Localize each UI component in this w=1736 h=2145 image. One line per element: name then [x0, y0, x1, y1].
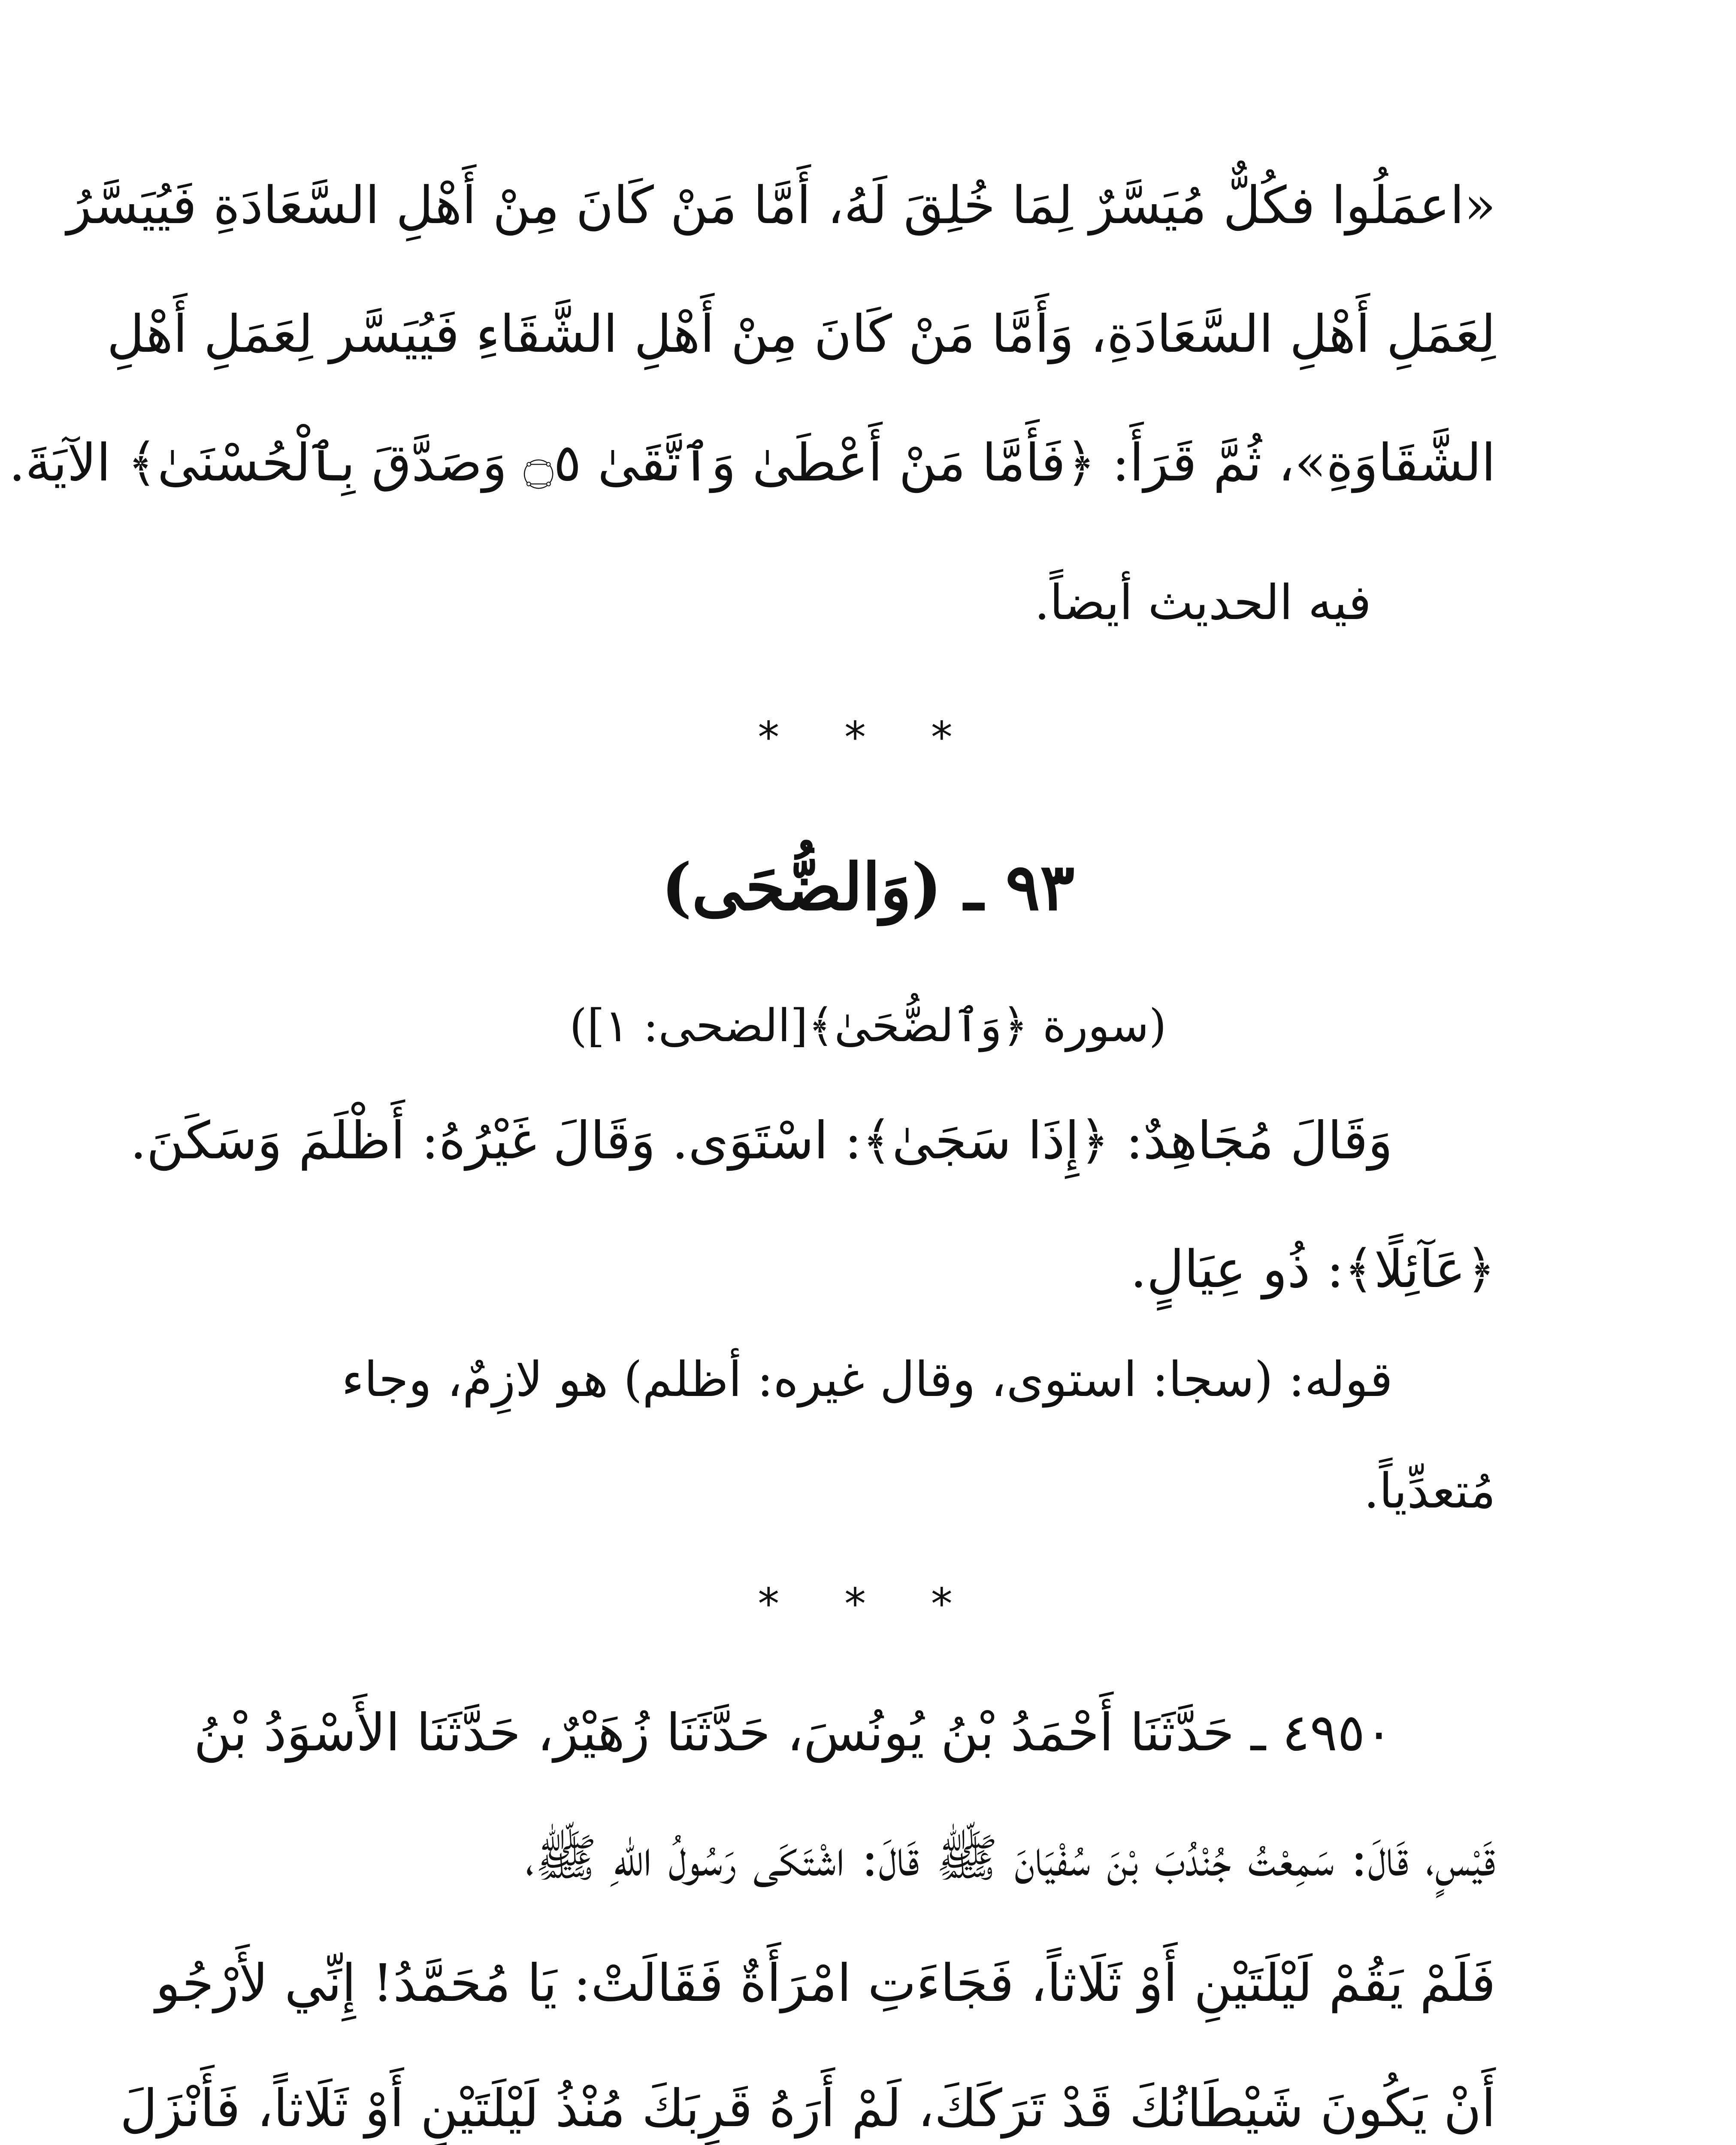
text-line: ﴿عَآئِلًا﴾: ذُو عِيَالٍ. — [1130, 1240, 1496, 1299]
text-line: وَقَالَ مُجَاهِدٌ: ﴿إِذَا سَجَىٰ﴾: اسْتَوَى. وَقَالَ غَيْرُهُ: أَظْلَمَ وَسَكَنَ. — [130, 1111, 1393, 1171]
section-separator: * * * — [758, 712, 978, 762]
section-separator: * * * — [758, 1579, 978, 1629]
commentary-note: فيه الحديث أيضاً. — [1034, 575, 1371, 631]
text-line: ٤٩٥٠ ـ حَدَّثَنَا أَحْمَدُ بْنُ يُونُسَ، حَدَّثَنَا زُهَيْرٌ، حَدَّثَنَا الأَسْوَدُ بْنُ — [194, 1703, 1393, 1763]
text-line: مُتعدِّياً. — [1364, 1463, 1496, 1519]
text-line: الشَّقَاوَةِ»، ثُمَّ قَرَأَ: ﴿فَأَمَّا مَنْ أَعْطَىٰ وَٱتَّقَىٰ ۝٥ وَصَدَّقَ بِٱلْحُسْنَىٰ﴾ الآيَةَ. — [9, 433, 1496, 493]
text-line: لِعَمَلِ أَهْلِ السَّعَادَةِ، وَأَمَّا مَنْ كَانَ مِنْ أَهْلِ الشَّقَاءِ فَيُيَسَّر لِعَمَلِ أَهْلِ — [107, 305, 1496, 364]
text-line: أَنْ يَكُونَ شَيْطَانُكَ قَدْ تَرَكَكَ، لَمْ أَرَهُ قَرِبَكَ مُنْذُ لَيْلَتَيْنِ أَوْ ثَلَاثاً، فَأَنْزَلَ — [120, 2079, 1496, 2139]
chapter-heading: ٩٣ ـ (وَالضُّحَى) — [661, 849, 1075, 925]
text-line: قوله: (سجا: استوى، وقال غيره: أظلم) هو لازِمٌ، وجاء — [342, 1352, 1393, 1408]
tafsir-paragraph — [130, 1111, 1496, 1373]
text-line: فَلَمْ يَقُمْ لَيْلَتَيْنِ أَوْ ثَلَاثاً، فَجَاءَتِ امْرَأَةٌ فَقَالَتْ: يَا مُحَمَّدُ! إِنِّي لأَرْجُو — [155, 1954, 1496, 2013]
commentary-paragraph — [226, 1352, 1496, 1579]
surah-subheading: (سورة ﴿وَٱلضُّحَىٰ﴾[الضحى: ١]) — [569, 1000, 1167, 1052]
hadith-continuation-paragraph — [9, 176, 1496, 566]
text-line: قَيْسٍ، قَالَ: سَمِعْتُ جُنْدُبَ بْنَ سُفْيَانَ ﷺ قَالَ: اشْتَكَى رَسُولُ اللهِ ﷺ، — [525, 1828, 1496, 1888]
text-line: «اعمَلُوا فكُلٌّ مُيَسَّرٌ لِمَا خُلِقَ لَهُ، أَمَّا مَنْ كَانَ مِنْ أَهْلِ السَّعَادَةِ فَيُيَسَّرُ — [67, 176, 1496, 236]
hadith-paragraph — [120, 1703, 1496, 2145]
